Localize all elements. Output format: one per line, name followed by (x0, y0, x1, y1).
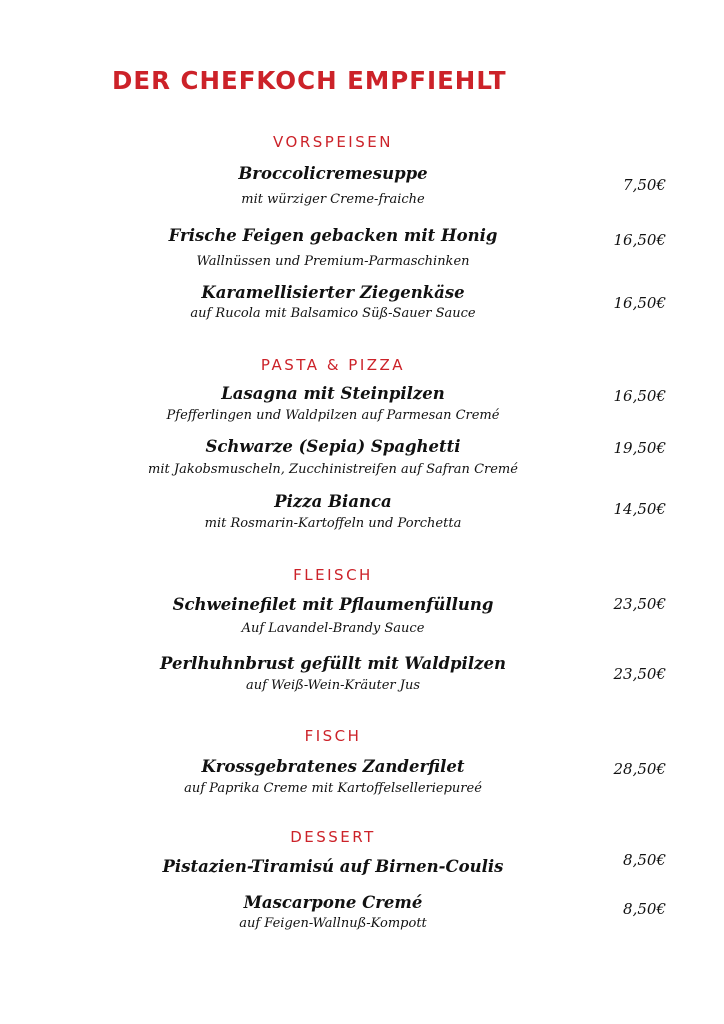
dish-description: Pfefferlingen und Waldpilzen auf Parmesan Cremé (166, 408, 500, 423)
section-title-dessert: DESSERT (290, 828, 376, 846)
dish-price: 16,50€ (613, 231, 666, 249)
dish-description: mit Rosmarin-Kartoffeln und Porchetta (204, 516, 462, 531)
dish-price: 16,50€ (613, 387, 666, 405)
dish-description: mit würziger Creme-fraiche (241, 192, 425, 207)
page-title: DER CHEFKOCH EMPFIEHLT (112, 66, 507, 95)
dish-price: 7,50€ (623, 176, 666, 194)
dish-price: 8,50€ (623, 900, 666, 918)
dish-description: auf Rucola mit Balsamico Süß-Sauer Sauce (190, 306, 476, 321)
dish-description: Auf Lavandel-Brandy Sauce (241, 621, 425, 636)
dish-price: 14,50€ (613, 500, 666, 518)
dish-name: Lasagna mit Steinpilzen (221, 384, 445, 403)
dish-price: 23,50€ (613, 665, 666, 683)
dish-name: Pistazien-Tiramisú auf Birnen-Coulis (162, 857, 504, 876)
dish-price: 23,50€ (613, 595, 666, 613)
dish-name: Frische Feigen gebacken mit Honig (168, 226, 498, 245)
dish-price: 16,50€ (613, 294, 666, 312)
dish-description: mit Jakobsmuscheln, Zucchinistreifen auf Safran Cremé (148, 462, 518, 477)
dish-name: Broccolicremesuppe (238, 164, 428, 183)
dish-name: Pizza Bianca (274, 492, 392, 511)
dish-description: auf Weiß-Wein-Kräuter Jus (245, 678, 421, 693)
dish-name: Perlhuhnbrust gefüllt mit Waldpilzen (160, 654, 506, 673)
dish-price: 28,50€ (613, 760, 666, 778)
dish-description: auf Paprika Creme mit Kartoffelselleriepureé (184, 781, 482, 796)
dish-name: Schweinefilet mit Pflaumenfüllung (172, 595, 494, 614)
section-title-vorspeisen: VORSPEISEN (273, 133, 393, 151)
section-title-fleisch: FLEISCH (293, 566, 373, 584)
dish-name: Mascarpone Cremé (243, 893, 423, 912)
dish-name: Schwarze (Sepia) Spaghetti (205, 437, 461, 456)
dish-description: auf Feigen-Wallnuß-Kompott (239, 916, 427, 931)
section-title-pasta-pizza: PASTA & PIZZA (260, 356, 406, 374)
dish-description: Wallnüssen und Premium-Parmaschinken (196, 254, 470, 269)
section-title-fisch: FISCH (304, 727, 362, 745)
dish-price: 19,50€ (613, 439, 666, 457)
dish-name: Krossgebratenes Zanderfilet (201, 757, 465, 776)
dish-name: Karamellisierter Ziegenkäse (201, 283, 465, 302)
dish-price: 8,50€ (623, 851, 666, 869)
